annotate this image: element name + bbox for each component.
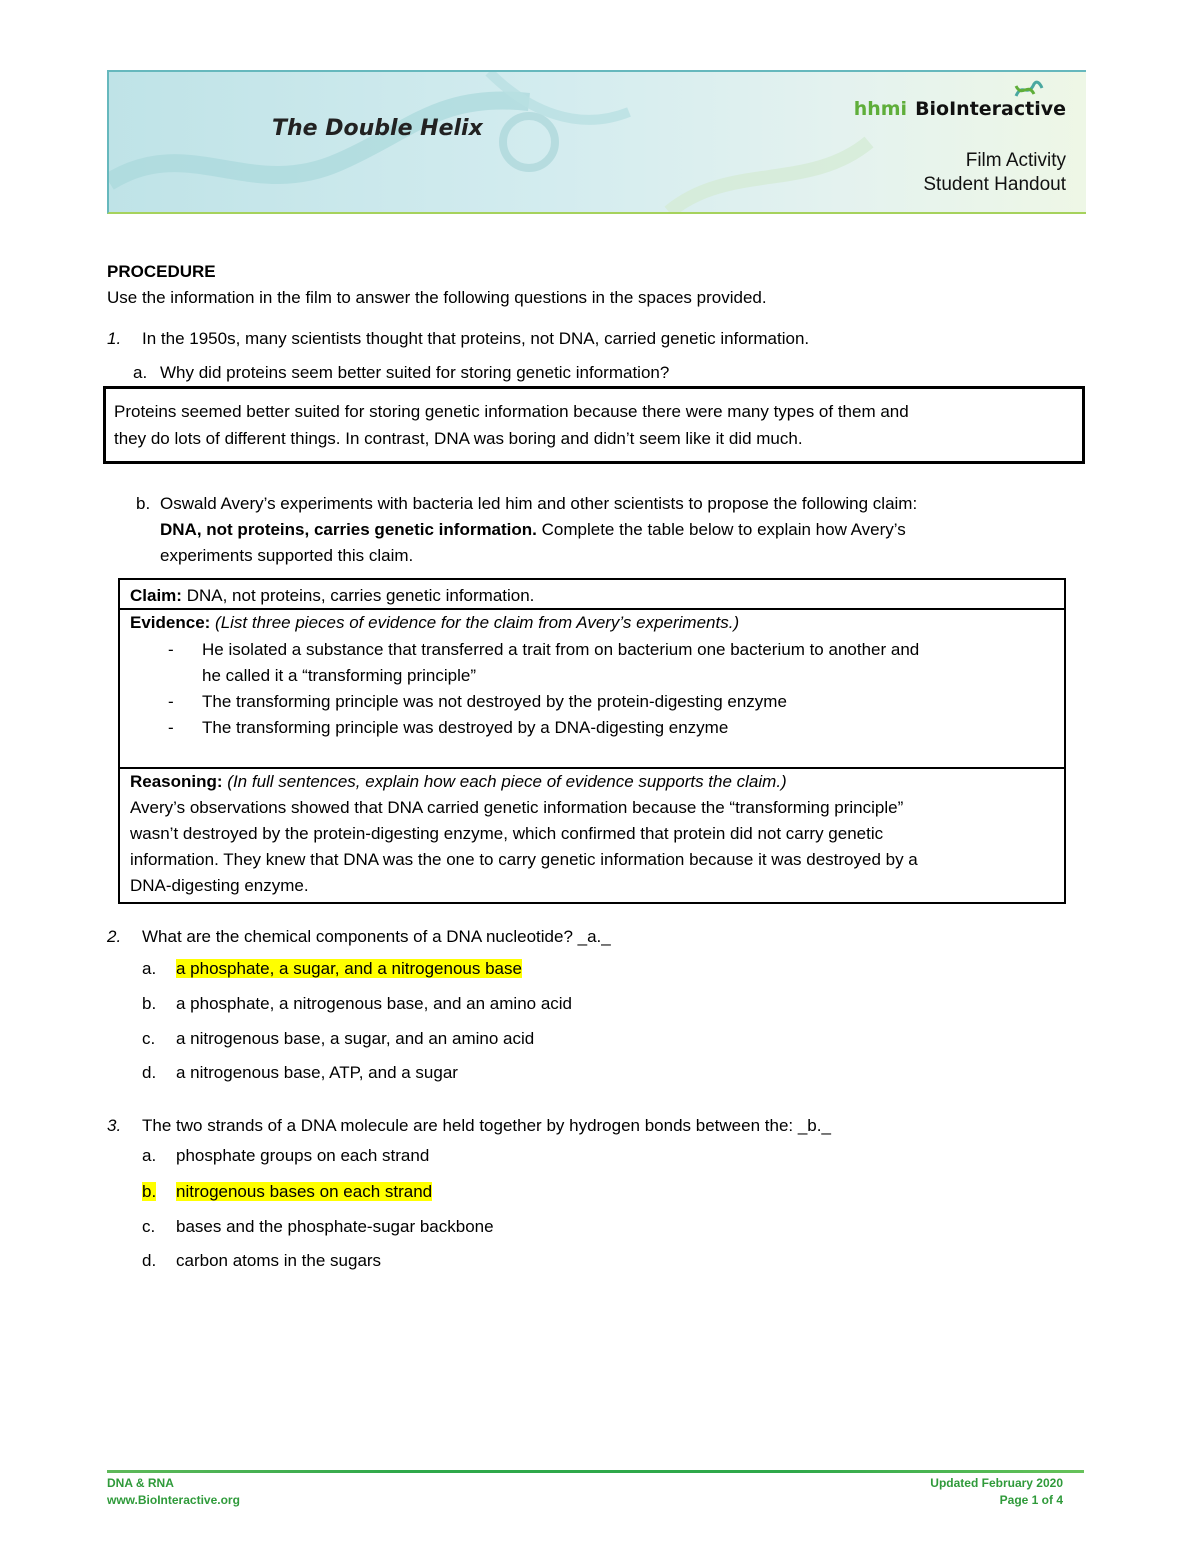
q2-option-a-text: a phosphate, a sugar, and a nitrogenous base <box>176 959 522 978</box>
brand-name: BioInteractive <box>915 98 1066 120</box>
q3-option-b-text: nitrogenous bases on each strand <box>176 1182 433 1201</box>
document-title: The Double Helix <box>272 116 483 141</box>
question-1a-label: a. <box>133 363 148 382</box>
reasoning-line-4: DNA-digesting enzyme. <box>130 876 309 895</box>
question-1b-line-1: Oswald Avery’s experiments with bacteria led him and other scientists to propose the following claim: <box>160 494 918 513</box>
footer-topic: DNA & RNA <box>107 1476 174 1490</box>
reasoning-line-1: Avery’s observations showed that DNA carried genetic information because the “transforming principle” <box>130 798 904 817</box>
q3-option-c-text: bases and the phosphate-sugar backbone <box>176 1217 494 1236</box>
q3-option-a-label: a. <box>142 1146 157 1165</box>
footer-website-link[interactable]: www.BioInteractive.org <box>107 1493 240 1507</box>
q2-option-d-label: d. <box>142 1063 157 1082</box>
evidence-3-bullet: - <box>168 718 174 737</box>
question-2-number: 2. <box>107 927 122 946</box>
claim-text: DNA, not proteins, carries genetic information. <box>181 586 535 605</box>
question-3-text: The two strands of a DNA molecule are held together by hydrogen bonds between the: _b._ <box>142 1116 831 1135</box>
claim-evidence-reasoning-table <box>118 578 1066 904</box>
evidence-hint: (List three pieces of evidence for the claim from Avery’s experiments.) <box>210 613 740 632</box>
question-1-number: 1. <box>107 329 122 348</box>
q3-option-a-text: phosphate groups on each strand <box>176 1146 430 1165</box>
reasoning-line-2: wasn’t destroyed by the protein-digesting enzyme, which confirmed that protein did not carry genetic <box>130 824 884 843</box>
evidence-2: The transforming principle was not destroyed by the protein-digesting enzyme <box>202 692 787 711</box>
answer-box-1a[interactable] <box>103 386 1085 464</box>
question-3-number: 3. <box>107 1116 122 1135</box>
brand-hhmi: hhmi <box>853 98 908 120</box>
q3-option-d-label: d. <box>142 1251 157 1270</box>
q2-option-a-label: a. <box>142 959 157 978</box>
claim-statement: DNA, not proteins, carries genetic information. <box>160 520 537 539</box>
question-1-text: In the 1950s, many scientists thought that proteins, not DNA, carried genetic information. <box>142 329 810 348</box>
evidence-label: Evidence: <box>130 613 211 632</box>
film-activity-label: Film Activity <box>965 150 1066 171</box>
footer-page-number: Page 1 of 4 <box>999 1493 1063 1507</box>
evidence-2-bullet: - <box>168 692 174 711</box>
q2-option-b-label: b. <box>142 994 157 1013</box>
evidence-1-line-2: he called it a “transforming principle” <box>202 666 477 685</box>
q3-option-b <box>142 1179 156 1205</box>
reasoning-label: Reasoning: <box>130 772 223 791</box>
reasoning-header <box>130 769 787 795</box>
answer-1a-line-1: Proteins seemed better suited for storing genetic information because there were many types of them and <box>114 402 909 421</box>
footer-divider <box>107 1470 1084 1473</box>
reasoning-line-3: information. They knew that DNA was the one to carry genetic information because it was destroyed by a <box>130 850 918 869</box>
procedure-instructions: Use the information in the film to answer the following questions in the spaces provided. <box>107 288 767 307</box>
q2-option-a <box>176 956 522 982</box>
claim-row <box>130 583 534 609</box>
q3-option-b-label: b. <box>142 1182 157 1201</box>
question-2-text: What are the chemical components of a DNA nucleotide? _a._ <box>142 927 611 946</box>
claim-label: Claim: <box>130 586 182 605</box>
q3-option-c-label: c. <box>142 1217 156 1236</box>
question-1b-line-2-rest: Complete the table below to explain how Avery’s <box>536 520 906 539</box>
q2-option-d-text: a nitrogenous base, ATP, and a sugar <box>176 1063 458 1082</box>
dna-logo-icon <box>1014 80 1044 100</box>
reasoning-hint: (In full sentences, explain how each piece of evidence supports the claim.) <box>222 772 787 791</box>
question-1b-label: b. <box>136 494 151 513</box>
answer-1a-line-2: they do lots of different things. In contrast, DNA was boring and didn’t seem like it did much. <box>114 429 803 448</box>
question-1a-text: Why did proteins seem better suited for storing genetic information? <box>160 363 670 382</box>
q3-option-b-wrap <box>176 1179 432 1205</box>
footer-updated: Updated February 2020 <box>930 1476 1063 1490</box>
evidence-3: The transforming principle was destroyed by a DNA-digesting enzyme <box>202 718 729 737</box>
q2-option-c-label: c. <box>142 1029 156 1048</box>
procedure-heading: PROCEDURE <box>107 262 216 281</box>
evidence-1-bullet: - <box>168 640 174 659</box>
header-banner <box>107 70 1086 214</box>
question-1b-line-3: experiments supported this claim. <box>160 546 414 565</box>
q3-option-d-text: carbon atoms in the sugars <box>176 1251 382 1270</box>
evidence-header <box>130 610 739 636</box>
evidence-1-line-1: He isolated a substance that transferred a trait from on bacterium one bacterium to another and <box>202 640 920 659</box>
q2-option-b-text: a phosphate, a nitrogenous base, and an amino acid <box>176 994 573 1013</box>
question-1b-line-2 <box>160 517 906 543</box>
brand-logo <box>854 92 1066 120</box>
q2-option-c-text: a nitrogenous base, a sugar, and an amino acid <box>176 1029 535 1048</box>
student-handout-label: Student Handout <box>923 174 1066 195</box>
